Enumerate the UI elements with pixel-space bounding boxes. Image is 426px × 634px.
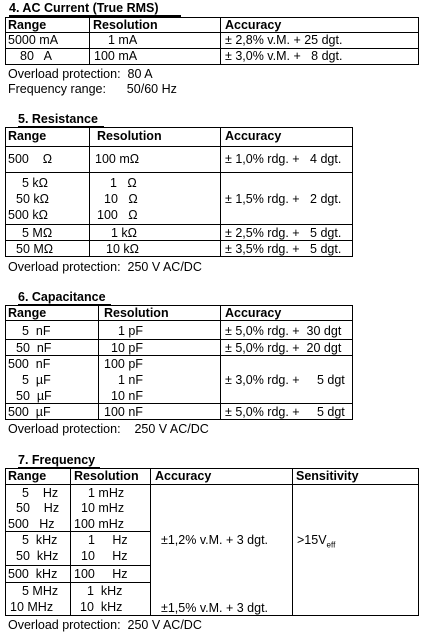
ac-range-2: 80 A xyxy=(20,49,52,63)
freq-range-7: 5 MHz xyxy=(22,584,59,598)
ac-accuracy-1: ± 2,8% v.M. + 25 dgt. xyxy=(225,33,343,47)
freq-overload: Overload protection: 250 V AC/DC xyxy=(8,618,202,632)
res-accuracy-4: ± 3,5% rdg. + 5 dgt. xyxy=(225,242,342,256)
cap-header-range: Range xyxy=(8,306,47,320)
cap-resolution-5: 10 nF xyxy=(111,389,143,403)
cap-range-4: 5 µF xyxy=(22,373,51,387)
cap-range-1: 5 nF xyxy=(22,324,51,338)
res-resolution-4: 100 Ω xyxy=(97,208,138,222)
res-header-range: Range xyxy=(8,129,47,143)
cap-header-accuracy: Accuracy xyxy=(225,306,282,320)
res-overload: Overload protection: 250 V AC/DC xyxy=(8,260,202,274)
res-accuracy-1: ± 1,0% rdg. + 4 dgt. xyxy=(225,152,342,166)
freq-header-resolution: Resolution xyxy=(74,469,139,483)
res-resolution-3: 10 Ω xyxy=(104,192,138,206)
res-resolution-2: 1 Ω xyxy=(110,176,137,190)
cap-range-5: 50 µF xyxy=(16,389,52,403)
cap-resolution-2: 10 pF xyxy=(111,341,143,355)
freq-range-5: 50 kHz xyxy=(16,549,59,563)
res-range-2: 5 kΩ xyxy=(22,176,49,190)
cap-accuracy-3: ± 3,0% rdg. + 5 dgt xyxy=(225,373,345,387)
ac-header-accuracy: Accuracy xyxy=(225,18,282,32)
res-range-1: 500 Ω xyxy=(8,152,53,166)
res-resolution-6: 10 kΩ xyxy=(106,242,139,256)
cap-resolution-6: 100 nF xyxy=(104,405,143,419)
cap-accuracy-1: ± 5,0% rdg. + 30 dgt xyxy=(225,324,342,338)
freq-range-2: 50 Hz xyxy=(16,501,60,515)
res-header-accuracy: Accuracy xyxy=(225,129,282,143)
res-range-4: 500 kΩ xyxy=(8,208,48,222)
freq-header-accuracy: Accuracy xyxy=(155,469,212,483)
freq-title: 7. Frequency xyxy=(18,453,96,467)
ac-overload: Overload protection: 80 A xyxy=(8,67,153,81)
res-title: 5. Resistance xyxy=(18,112,98,126)
cap-range-2: 50 nF xyxy=(16,341,52,355)
freq-range-1: 5 Hz xyxy=(22,486,59,500)
res-header-resolution: Resolution xyxy=(97,129,162,143)
ac-header-resolution: Resolution xyxy=(93,18,158,32)
freq-resolution-6: 100 Hz xyxy=(74,567,128,581)
freq-range-4: 5 kHz xyxy=(22,533,58,547)
ac-accuracy-2: ± 3,0% v.M. + 8 dgt. xyxy=(225,49,343,63)
freq-range-6: 500 kHz xyxy=(8,567,58,581)
res-resolution-5: 1 kΩ xyxy=(111,226,138,240)
ac-title: 4. AC Current (True RMS) xyxy=(9,1,159,15)
res-range-5: 5 MΩ xyxy=(22,226,53,240)
cap-range-3: 500 nF xyxy=(8,357,51,371)
cap-header-resolution: Resolution xyxy=(104,306,169,320)
res-accuracy-2: ± 1,5% rdg. + 2 dgt. xyxy=(225,192,342,206)
ac-header-range: Range xyxy=(8,18,47,32)
freq-sensitivity-subscript: eff xyxy=(326,540,336,550)
res-range-6: 50 MΩ xyxy=(16,242,54,256)
cap-range-6: 500 µF xyxy=(8,405,51,419)
cap-accuracy-4: ± 5,0% rdg. + 5 dgt xyxy=(225,405,345,419)
cap-title: 6. Capacitance xyxy=(18,290,106,304)
freq-resolution-2: 10 mHz xyxy=(81,501,125,515)
cap-resolution-1: 1 pF xyxy=(118,324,144,338)
cap-accuracy-2: ± 5,0% rdg. + 20 dgt xyxy=(225,341,342,355)
res-accuracy-3: ± 2,5% rdg. + 5 dgt. xyxy=(225,226,342,240)
freq-resolution-5: 10 Hz xyxy=(81,549,128,563)
freq-sensitivity xyxy=(297,533,335,550)
freq-accuracy-2: ±1,5% v.M. + 3 dgt. xyxy=(161,601,269,615)
freq-header-sensitivity: Sensitivity xyxy=(296,469,359,483)
ac-resolution-2: 100 mA xyxy=(94,49,138,63)
freq-resolution-3: 100 mHz xyxy=(74,517,125,531)
freq-accuracy-1: ±1,2% v.M. + 3 dgt. xyxy=(161,533,269,547)
res-resolution-1: 100 mΩ xyxy=(95,152,140,166)
ac-range-1: 5000 mA xyxy=(8,33,59,47)
freq-resolution-7: 1 kHz xyxy=(87,584,123,598)
freq-range-8: 10 MHz xyxy=(10,600,54,614)
cap-resolution-4: 1 nF xyxy=(118,373,144,387)
cap-overload: Overload protection: 250 V AC/DC xyxy=(8,422,209,436)
freq-resolution-1: 1 mHz xyxy=(88,486,125,500)
freq-resolution-4: 1 Hz xyxy=(88,533,128,547)
cap-resolution-3: 100 pF xyxy=(104,357,143,371)
freq-sensitivity-value: >15V xyxy=(297,533,327,547)
ac-frequency-range: Frequency range: 50/60 Hz xyxy=(8,82,177,96)
ac-resolution-1: 1 mA xyxy=(108,33,138,47)
res-range-3: 50 kΩ xyxy=(16,192,49,206)
freq-resolution-8: 10 kHz xyxy=(80,600,123,614)
freq-header-range: Range xyxy=(8,469,47,483)
freq-range-3: 500 Hz xyxy=(8,517,55,531)
